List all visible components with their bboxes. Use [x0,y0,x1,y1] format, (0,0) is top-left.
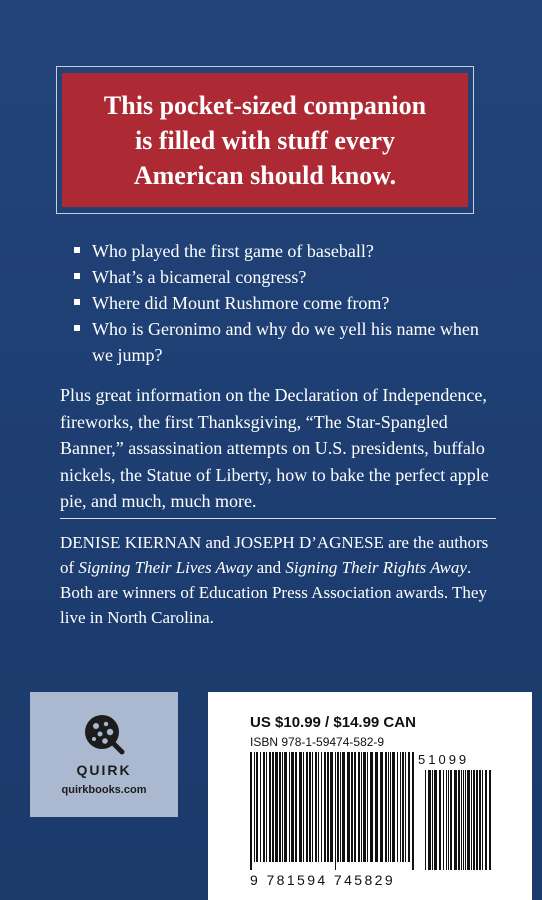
barcode-box [208,692,532,900]
description-paragraph: Plus great information on the Declaration of Independence, fireworks, the first Thanksgiving, “The Star-Spangled Banner,” assassination attempts on U.S. presidents, buffalo nickels, the Statue of Liberty, how to bake the perfect apple pie, and much, much more. [60,385,489,511]
barcode-bar [275,752,278,862]
bullet-square-icon [74,273,80,279]
barcode-addon-bar [485,770,487,870]
barcode-bar [397,752,398,862]
book-title-1: Signing Their Lives Away [78,558,253,577]
callout-line-3: American should know. [133,160,397,190]
publisher-url: quirkbooks.com [61,784,147,796]
barcode-bar [390,752,391,862]
barcode-addon-bar [450,770,452,870]
callout-box [62,73,468,207]
barcode-bar [358,752,360,862]
barcode-bar [380,752,383,862]
barcode-bar [337,752,339,862]
divider [60,518,496,519]
barcode-addon-bar [425,770,426,870]
barcode-bar [312,752,313,862]
barcode-bar [256,752,258,862]
author-bio [60,530,500,630]
barcode-bar [402,752,404,862]
callout-line-1: This pocket-sized companion [103,90,427,120]
bullet-square-icon [74,299,80,305]
barcode-bar [284,752,287,862]
barcode-bar [309,752,311,862]
barcode-bar [392,752,395,862]
barcode-bar [306,752,308,862]
barcode-addon-bar [448,770,449,870]
barcode-bar [272,752,274,862]
barcode-bar [351,752,353,862]
barcode-bar [354,752,356,862]
barcode-bar [250,752,252,870]
bullet-square-icon [74,247,80,253]
barcode-bar [269,752,271,862]
barcode-digits: 9 781594 745829 [250,872,395,888]
barcode-bar [388,752,389,862]
barcode-bar [303,752,304,862]
barcode-bar [330,752,333,862]
question-text: Where did Mount Rushmore come from? [92,293,390,313]
barcode-bar [318,752,319,862]
barcode-bar [266,752,267,862]
barcode-bar [363,752,366,862]
question-text: What’s a bicameral congress? [92,267,307,287]
barcode-addon-bar [489,770,491,870]
barcode-addon-bar [428,770,431,870]
question-list [72,238,492,368]
question-text: Who is Geronimo and why do we yell his name when we jump? [92,319,479,365]
barcode-addon-bar [467,770,470,870]
barcode-addon-bar [443,770,444,870]
barcode-bar [321,752,322,862]
publisher-box [30,692,178,817]
price-label: US $10.99 / $14.99 CAN [250,714,416,731]
barcode-addon-bar [473,770,475,870]
author-bio-part-2: and [252,558,286,577]
barcode-addon-bar [439,770,441,870]
barcode-bar [340,752,341,862]
barcode-bar [367,752,368,862]
barcode [250,752,494,870]
quirk-logo-icon [82,712,126,756]
barcode-bar [347,752,350,862]
question-text: Who played the first game of baseball? [92,241,374,261]
barcode-bar [324,752,326,862]
barcode-bar [405,752,406,862]
list-item [72,290,492,316]
barcode-addon-bar [461,770,462,870]
barcode-bar [385,752,387,862]
list-item [72,316,492,368]
barcode-addon-bar [471,770,472,870]
list-item [72,238,492,264]
barcode-bar [279,752,281,862]
barcode-bar [289,752,290,862]
book-title-2: Signing Their Rights Away [285,558,467,577]
barcode-bar [315,752,317,862]
barcode-addon-bar [465,770,466,870]
barcode-bar [291,752,294,862]
barcode-bar [342,752,345,862]
barcode-addon-bar [482,770,483,870]
barcode-bar [361,752,362,862]
barcode-bar [299,752,302,862]
isbn-label: ISBN 978-1-59474-582-9 [250,735,385,749]
barcode-bar [327,752,329,862]
addon-digits: 51099 [418,752,470,767]
list-item [72,264,492,290]
barcode-bar [375,752,378,862]
author-bio-part-1: DENISE KIERNAN and JOSEPH D’AGNESE are the authors of [60,533,489,577]
barcode-bar [295,752,297,862]
barcode-bar [412,752,414,870]
barcode-bar [263,752,265,862]
barcode-addon-bar [479,770,481,870]
barcode-bar [335,752,336,870]
barcode-bar [370,752,373,862]
barcode-bar [408,752,410,862]
barcode-addon-bar [432,770,433,870]
barcode-addon-bar [454,770,457,870]
barcode-bar [254,752,255,862]
callout-line-2: is filled with stuff every [135,125,395,155]
author-bio-part-3: . Both are winners of Education Press Association awards. They live in North Carolina. [60,558,487,627]
barcode-addon-bar [446,770,447,870]
barcode-addon-bar [434,770,437,870]
barcode-bar [282,752,283,862]
publisher-name: QUIRK [76,762,132,778]
barcode-addon-bar [463,770,464,870]
barcode-bar [400,752,401,862]
bullet-square-icon [74,325,80,331]
barcode-bar [260,752,261,862]
barcode-addon-bar [458,770,460,870]
barcode-addon-bar [476,770,478,870]
